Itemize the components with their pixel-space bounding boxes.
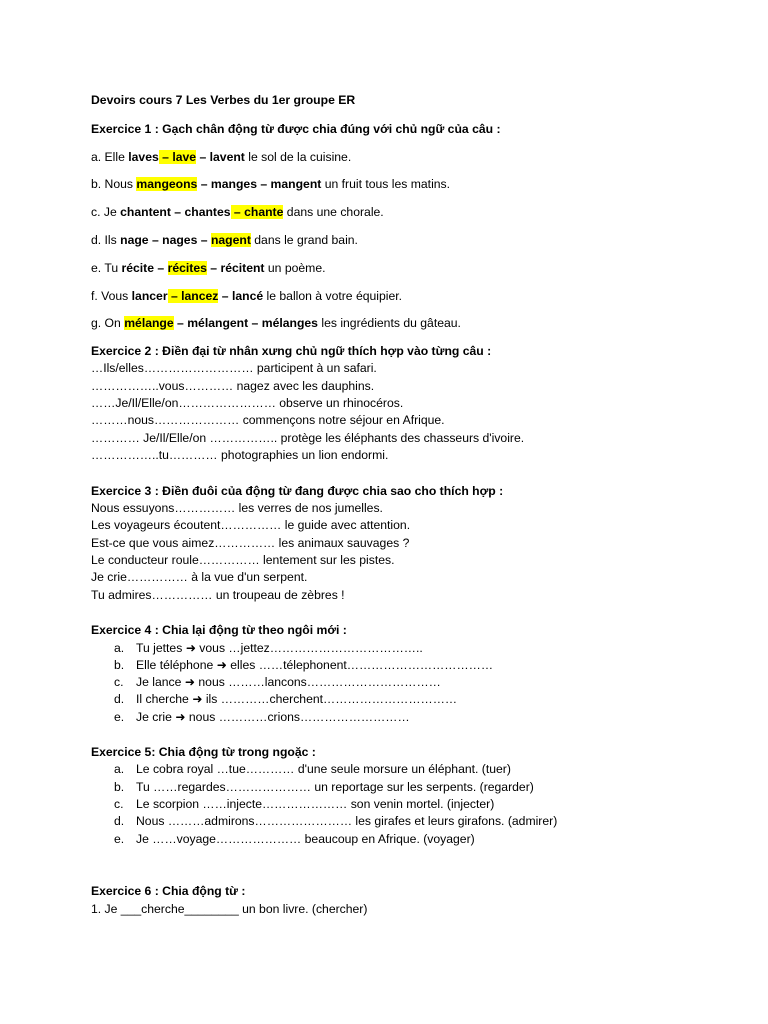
highlighted-answer: mangeons [136,177,198,191]
list-text: Le scorpion ……injecte………………… son venin mortel. (injecter) [136,797,495,811]
highlighted-answer: récites [167,261,207,275]
exercise-1-item-c: c. Je chantent – chantes – chante dans une chorale. [91,205,384,219]
list-label: c. [114,797,124,811]
list-label: a. [114,641,125,655]
exercise-3-line: Tu admires…………… un troupeau de zèbres ! [91,588,345,602]
highlighted-answer: nagent [210,233,251,247]
document-title: Devoirs cours 7 Les Verbes du 1er groupe ER [91,93,356,107]
exercise-1-heading: Exercice 1 : Gạch chân động từ được chia đúng với chủ ngữ của câu : [91,122,501,136]
list-label: e. [114,832,125,846]
arrow-right-icon: ➜ [192,692,203,706]
exercise-4-heading: Exercice 4 : Chia lại động từ theo ngôi mới : [91,623,347,637]
highlighted-answer: chante [244,205,284,219]
exercise-3-line: Les voyageurs écoutent…………… le guide avec attention. [91,518,411,532]
highlighted-answer: lancez [181,289,219,303]
document-page: Devoirs cours 7 Les Verbes du 1er groupe ER Exercice 1 : Gạch chân động từ được chia đúng với chủ ngữ của câu : a. Elle laves – lave – lavent le sol de la cuisine. b. Nous mangeons – manges – mangent un fruit tous les matins. c. Je chantent – chantes – chante dans une chorale. d. Ils nage – nages – nagent dans le grand bain. e. Tu récite – récites – récitent un poème. f. Vous lancer – lancez – lancé le ballon à votre équipier. g. On mélange – mélangent – mélanges les ingrédients du gâteau. Exercice 2 : Điền đại từ nhân xưng chủ ngữ thích hợp vào từng câu : …Ils/elles……………………… participent à un safari. ……………..vous………… nagez avec les dauphins. ……Je/Il/Elle/on…………………… observe un rhinocéros. ………nous………………… commençons notre séjour en Afrique. ………… Je/Il/Elle/on …………….. protège les éléphants des chasseurs d'ivoire. ……………..tu………… photographies un lion endormi. Exercice 3 : Điền đuôi của động từ đang được chia sao cho thích hợp : Nous essuyons…………… les verres de nos jumelles. Les voyageurs écoutent…………… le guide avec attention. Est-ce que vous aimez…………… les animaux sauvages ? Le conducteur roule…………… lentement sur les pistes. Je crie…………… à la vue d'un serpent. Tu admires…………… un troupeau de zèbres ! Exercice 4 : Chia lại động từ theo ngôi mới : a. Tu jettes ➜ vous …jettez……………………………….. b. Elle téléphone ➜ elles ……télephonent……………………………… c. Je lance ➜ nous ………lancons…………………………… d. Il cherche ➜ ils …………cherchent…………………………… e. Je crie ➜ nous …………crions……………………… Exercice 5: Chia động từ trong ngoặc : a. Le cobra royal …tue………… d'une seule morsure un éléphant. (tuer) b. Tu ……regardes………………… un reportage sur les serpents. (regarder) c. Le scorpion ……injecte………………… son venin mortel. (injecter) d. Nous ………admirons…………………… les girafes et leurs girafons. (admirer) e. Je ……voyage………………… beaucoup en Afrique. (voyager) Exercice 6 : Chia động từ : 1. Je ___cherche________ un bon livre. (chercher) [91,93,558,916]
list-text: Je ……voyage………………… beaucoup en Afrique. (voyager) [136,832,475,846]
exercise-2-heading: Exercice 2 : Điền đại từ nhân xưng chủ ngữ thích hợp vào từng câu : [91,344,492,358]
exercise-1-item-b: b. Nous mangeons – manges – mangent un fruit tous les matins. [91,177,451,191]
exercise-2-line: ……………..tu………… photographies un lion endormi. [91,448,389,462]
list-label: d. [114,692,125,706]
list-text: Nous ………admirons…………………… les girafes et leurs girafons. (admirer) [136,814,558,828]
exercise-2-line: ………… Je/Il/Elle/on …………….. protège les éléphants des chasseurs d'ivoire. [91,431,525,445]
list-label: b. [114,780,125,794]
exercise-1-item-e: e. Tu récite – récites – récitent un poème. [91,261,326,275]
exercise-3-heading: Exercice 3 : Điền đuôi của động từ đang được chia sao cho thích hợp : [91,484,504,498]
exercise-6-line: 1. Je ___cherche________ un bon livre. (chercher) [91,902,368,916]
arrow-right-icon: ➜ [184,675,195,689]
exercise-2-line: ……………..vous………… nagez avec les dauphins. [91,379,375,393]
exercise-2-line: ………nous………………… commençons notre séjour en Afrique. [91,413,445,427]
exercise-1-item-f: f. Vous lancer – lancez – lancé le ballon à votre équipier. [91,289,403,303]
arrow-right-icon: ➜ [175,710,186,724]
exercise-3-line: Est-ce que vous aimez…………… les animaux sauvages ? [91,536,410,550]
list-label: c. [114,675,124,689]
exercise-6-heading: Exercice 6 : Chia động từ : [91,884,246,898]
highlighted-answer: lave [172,150,197,164]
exercise-5-heading: Exercice 5: Chia động từ trong ngoặc : [91,745,316,759]
exercise-3-line: Nous essuyons…………… les verres de nos jumelles. [91,501,383,515]
exercise-2-line: …Ils/elles……………………… participent à un safari. [91,361,377,375]
arrow-right-icon: ➜ [216,658,227,672]
arrow-right-icon: ➜ [185,641,196,655]
exercise-1-item-a: a. Elle laves – lave – lavent le sol de la cuisine. [91,150,352,164]
exercise-3-line: Le conducteur roule…………… lentement sur les pistes. [91,553,395,567]
exercise-3-line: Je crie…………… à la vue d'un serpent. [91,570,308,584]
list-label: b. [114,658,125,672]
list-label: e. [114,710,125,724]
list-label: a. [114,762,125,776]
list-label: d. [114,814,125,828]
list-text: Le cobra royal …tue………… d'une seule morsure un éléphant. (tuer) [136,762,511,776]
exercise-1-item-g: g. On mélange – mélangent – mélanges les ingrédients du gâteau. [91,316,461,330]
highlighted-answer: mélange [124,316,174,330]
exercise-1-item-d: d. Ils nage – nages – nagent dans le grand bain. [91,233,358,247]
exercise-2-line: ……Je/Il/Elle/on…………………… observe un rhinocéros. [91,396,404,410]
list-text: Tu ……regardes………………… un reportage sur les serpents. (regarder) [136,780,534,794]
